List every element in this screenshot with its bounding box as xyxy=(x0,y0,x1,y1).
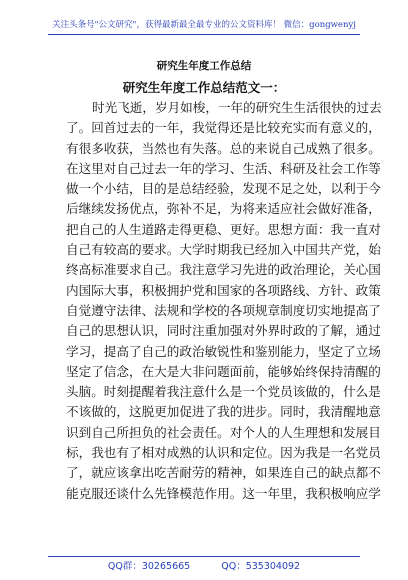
body-line: 时光飞逝，岁月如梭，一年的研究生生活很快的过去 xyxy=(92,100,382,115)
body-line: 自己的思想认识，同时注重加强对外界时政的了解，通过 xyxy=(66,323,381,339)
footer-qq-group: QQ群：30265665 xyxy=(107,561,191,572)
body-line: 不该做的，这脱更加促进了我的进步。同时，我清醒地意 xyxy=(66,404,381,420)
body-line: 终高标准要求自己。我注意学习先进的政治理论，关心国 xyxy=(66,262,381,278)
document-body xyxy=(66,98,382,504)
footer xyxy=(0,558,408,572)
body-line: 做一个小结，目的是总结经验，发现不足之处，以利于今 xyxy=(66,181,381,197)
header-divider xyxy=(48,34,360,35)
body-line: 识到自己所担负的社会责任。对个人的人生理想和发展目 xyxy=(66,424,381,440)
footer-qq: QQ：535304092 xyxy=(221,561,301,572)
document-title: 研究生年度工作总结 xyxy=(156,60,252,72)
document-subtitle: 研究生年度工作总结范文一： xyxy=(122,80,286,95)
body-line: 标，我也有了相对成熟的认识和定位。因为我是一名党员 xyxy=(66,445,381,461)
body-line: 内国际大事，积极拥护党和国家的各项路线、方针、政策 xyxy=(66,282,381,298)
body-line: 坚定了信念，在大是大非问题面前，能够始终保持清醒的 xyxy=(66,363,381,379)
body-line: 后继续发扬优点，弥补不足，为将来适应社会做好准备， xyxy=(66,201,381,217)
header-banner: 关注头条号"公文研究"，获得最新最全最专业的公文资料库！ 微信：gongwenyj xyxy=(52,20,356,30)
body-line: 头脑。时刻提醒着我注意什么是一个党员该做的，什么是 xyxy=(66,384,381,400)
body-line: 自觉遵守法律、法规和学校的各项规章制度切实地提高了 xyxy=(66,302,381,318)
body-line: 在这里对自己过去一年的学习、生活、科研及社会工作等 xyxy=(66,160,381,176)
body-line: 自己有较高的要求。大学时期我已经加入中国共产党，始 xyxy=(66,242,381,258)
body-line: 学习，提高了自己的政治敏锐性和鉴别能力，坚定了立场 xyxy=(66,343,381,359)
body-line: 了。回首过去的一年，我觉得还是比较充实而有意义的， xyxy=(66,120,381,136)
body-line: 把自己的人生道路走得更稳、更好。思想方面：我一直对 xyxy=(66,221,381,237)
body-line: 了，就应该拿出吃苦耐劳的精神，如果连自己的缺点都不 xyxy=(66,465,381,481)
body-line: 有很多收获，当然也有失落。总的来说自己成熟了很多。 xyxy=(66,140,381,156)
body-line: 能克服还谈什么先锋模范作用。这一年里，我积极响应学 xyxy=(66,485,381,501)
footer-divider xyxy=(48,556,360,557)
